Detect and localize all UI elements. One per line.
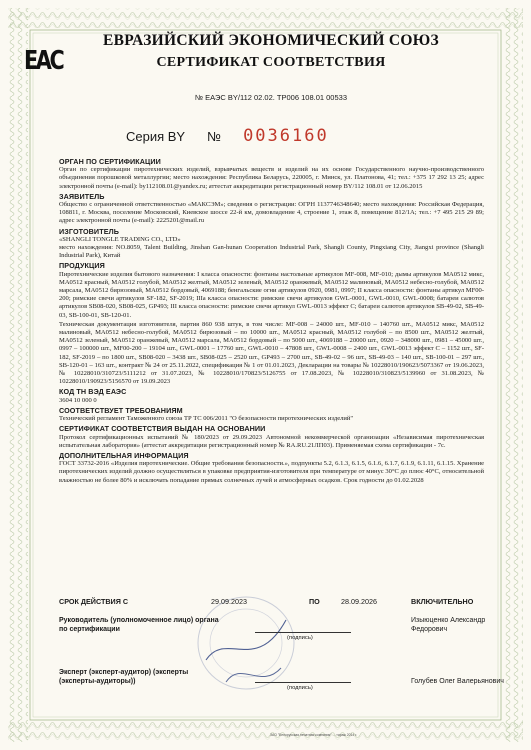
expert-signature-line — [255, 682, 351, 683]
certificate-title: СЕРТИФИКАТ СООТВЕТСТВИЯ — [156, 55, 386, 70]
head-signature-block — [59, 616, 484, 656]
expert-signature-block — [59, 668, 504, 708]
requirements-heading: СООТВЕТСТВУЕТ ТРЕБОВАНИЯМ — [59, 405, 183, 415]
validity-to-label: ПО — [309, 597, 320, 606]
requirements-text: Технический регламент Таможенного союза ТР ТС 006/2011 "О безопасности пиротехнических изделий" — [59, 415, 354, 423]
additional-info-text: ГОСТ 33732-2016 «Изделия пиротехнические. Общие требования безопасности.», подпункты 5.2, 6.1.3, 6.1.5, 6.1.6, 6.1.7, 6.1.9, 6.1.11, 6.1.15. Хранение пиротехнических изделий должно осуществляться в упаковке предприятия-изготовителя при температуре от минус 30°С до плюс 40°С, относительной влажностью не более 80% и исключать попадание прямых солнечных лучей и атмосферных осадков. Срок годности до 01.02.2028 — [59, 460, 484, 484]
organ-text: Орган по сертификации пиротехнических изделий, взрывчатых веществ и изделий на их основе Государственного научно-производственного объединения порошковой металлургии; место нахождения: Республика Беларусь, 220005, г. Минск, ул. Платонова, 41; тел.: +375 17 292 13 25; адрес электронной почты (e-mail): by112108.01@yandex.ru; аттестат аккредитации регистрационный номер BY/112 108.01 от 12.06.2015 — [59, 166, 484, 190]
applicant-heading: ЗАЯВИТЕЛЬ — [59, 191, 105, 201]
series-label: Серия BY — [126, 129, 186, 144]
head-signature-line — [255, 632, 351, 633]
validity-inclusive: ВКЛЮЧИТЕЛЬНО — [411, 597, 474, 606]
expert-role: Эксперт (эксперт-аудитор) (эксперты (эксперты-аудиторы)) — [59, 669, 189, 685]
basis-text: Протокол сертификационных испытаний № 180/2023 от 29.09.2023 Автономной некоммерческой организации «Независимая пиротехническая испытательная лаборатория» (аттестат аккредитации регистрационный номер № RA.RU.21ЛП03). Применяемая схема сертификации - 7с. — [59, 433, 484, 449]
basis-heading: СЕРТИФИКАТ СООТВЕТСТВИЯ ВЫДАН НА ОСНОВАНИИ — [59, 424, 266, 434]
printer-footnote: ЗАО "Белорусская печатная компания" ... тираж 2014 г. — [270, 733, 357, 737]
manufacturer-heading: ИЗГОТОВИТЕЛЬ — [59, 226, 119, 236]
expert-name: Голубев Олег Валерьянович — [411, 678, 504, 685]
product-text: Пиротехнические изделия бытового назначения: I класса опасности: фонтаны настольные артикулов MF-008, MF-010; дымы артикулов MA0512 микс, MA0512 красный, MA0512 голубой, MA0512 желтый, MA0512 зеленый, MA0512 оранжевый, MA0512 малиновый, MA0512 небесно-голубой, MA0512 марсала, MA0512 бирюзовый, MA0512 бордовый, 4069188; бенгальские огни артикулов 0920, 0981, 0997; II класса опасности: фонтаны артикул MF00-200; римские свечи артикулов SF-182, SF-2019; IIIа класса опасности: римские свечи артикулов GWL-0001, GWL-0010, GWL-0008; батареи салютов артикулов SB08-020, SB08-025, GP493; III класса опасности: римские свечи артикул GWL-0013 эффект С; батареи салютов артикулов SB-49-02, SB-49-03, SB-100-01, SB-120-01. — [59, 270, 484, 319]
validity-label: СРОК ДЕЙСТВИЯ С — [59, 597, 129, 606]
tnved-code: 3604 10 000 0 — [59, 396, 97, 404]
number-label: № — [207, 129, 222, 144]
validity-from: 29.09.2023 — [211, 597, 247, 606]
validity-to: 28.09.2026 — [341, 597, 377, 606]
header-block — [56, 24, 486, 102]
product-heading: ПРОДУКЦИЯ — [59, 261, 105, 271]
head-name: Изыюценко Александр Федорович — [411, 617, 486, 633]
tnved-heading: КОД ТН ВЭД ЕАЭС — [59, 387, 127, 397]
eac-logo-text: EAC — [24, 46, 63, 76]
union-title: ЕВРАЗИЙСКИЙ ЭКОНОМИЧЕСКИЙ СОЮЗ — [103, 32, 439, 49]
head-signature-caption: (подпись) — [287, 635, 313, 641]
blank-number: 0036160 — [243, 126, 329, 146]
organ-heading: ОРГАН ПО СЕРТИФИКАЦИИ — [59, 157, 161, 166]
registration-number: № ЕАЭС BY/112 02.02. ТР006 108.01 00533 — [195, 93, 347, 102]
head-role: Руководитель (уполномоченное лицо) органа по сертификации — [59, 617, 219, 633]
manufacturer-text: «SHANGLI TONGLE TRADING CO., LTD» место нахождения: NO.8059, Talent Building, Jinshan Gan-hunan Cooperation Industrial Park, Shangli County, Pingxiang City, Jiangxi province (Shangli Industrial Park), Китай — [59, 235, 484, 260]
additional-info-heading: ДОПОЛНИТЕЛЬНАЯ ИНФОРМАЦИЯ — [59, 450, 189, 460]
certificate-body — [59, 156, 484, 486]
expert-signature-caption: (подпись) — [287, 685, 313, 691]
series-row — [126, 126, 426, 146]
documentation-text: Техническая документация изготовителя, партия 860 938 штук, в том числе: MF-008 – 24000 шт., MF-010 – 140760 шт., MA0512 микс, MA0512 малиновый, MA0512 небесно-голубой, MA0512 бирюзовый – по 10000 шт., MA0512 красный, MA0512 голубой – по 8500 шт., MA0512 желтый, MA0512 зеленый, MA0512 оранжевый, MA0512 марсала, MA0512 бордовый – по 5000 шт., 4069188 – 20000 шт., 0920 – 348000 шт., 0981 – 45000 шт., 0997 – 100000 шт., MF00-200 – 19104 шт., GWL-0001 – 17760 шт., GWL-0010 – 47808 шт., GWL-0008 – 2400 шт., GWL-0013 эффект С – 1152 шт., SF-182, SF-2019 – по 1800 шт., SB08-020 – 3438 шт., SB08-025 – 2520 шт., GP493 – 2700 шт., SB-49-02 – 96 шт., SB-49-03 – 140 шт., SB-100-01 – 297 шт., SB-120-01 – 163 шт., контракт № 24 от 25.11.2022, спецификация № 1 от 01.01.2023, Декларации на товары № 10228010/190623/5073367 от 19.06.2023, № 10228010/310723/5111212 от 31.07.2023, № 10228010/170823/5126755 от 17.08.2023, № 10228010/310823/5139960 от 31.08.2023, № 10228010/190923/5156570 от 19.09.2023 — [59, 320, 484, 386]
eac-logo — [24, 42, 63, 80]
applicant-text: Общество с ограниченной ответственностью «МАКСЭМ»; сведения о регистрации: ОГРН 1137746348640; место нахождения: Российская Федерация, 108811, г. Москва, поселение Московский, Киевское шоссе 22-й км, домовладение 4, строение 1, этаж 8, помещение 812/1А; тел.: +7 495 215 29 89; адрес электронной почты (e-mail): 2225201@mail.ru — [59, 201, 484, 225]
